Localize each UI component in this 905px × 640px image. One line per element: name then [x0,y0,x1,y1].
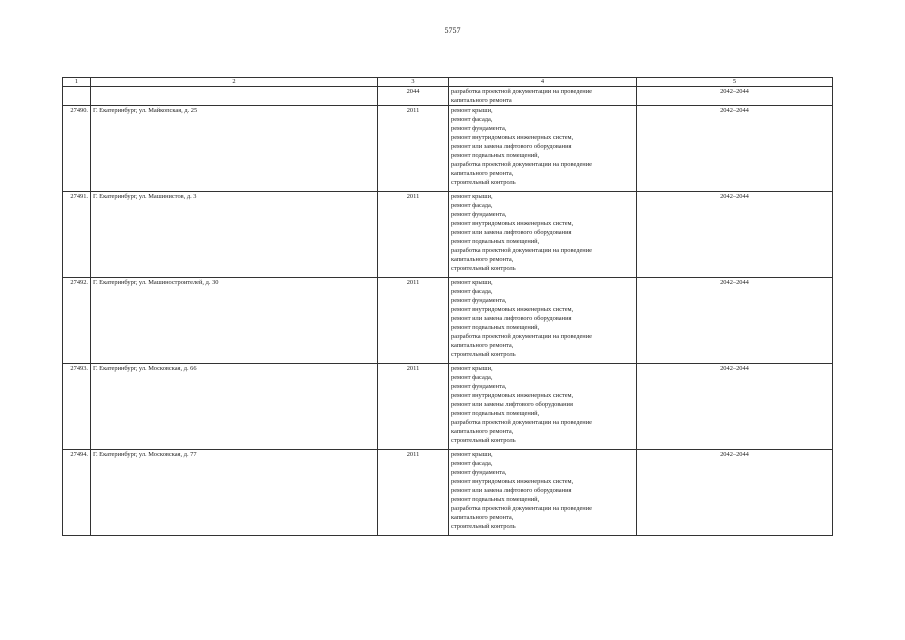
work-item: ремонт подвальных помещений, [451,496,540,503]
work-item: ремонт крыши, [451,107,493,114]
row-works [449,278,637,364]
work-item: ремонт фасада, [451,202,493,209]
work-item: ремонт крыши, [451,451,493,458]
work-item: строительный контроль [451,523,516,530]
work-item: ремонт подвальных помещений, [451,324,540,331]
work-item: ремонт фасада, [451,288,493,295]
work-item: ремонт фасада, [451,374,493,381]
row-year: 2044 [378,87,449,106]
registry-table [62,77,833,536]
row-works [449,450,637,536]
work-item: ремонт фундамента, [451,297,507,304]
work-item: ремонт фасада, [451,116,493,123]
row-number: 27491. [63,192,91,278]
table-row [63,450,833,536]
work-item: ремонт внутридомовых инженерных систем, [451,220,574,227]
work-item: строительный контроль [451,265,516,272]
work-item: строительный контроль [451,179,516,186]
row-number: 27494. [63,450,91,536]
work-item: ремонт фасада, [451,460,493,467]
work-item: разработка проектной документации на проведение [451,419,592,426]
work-item: разработка проектной документации на проведение [451,161,592,168]
work-item: капитального ремонта, [451,256,514,263]
header-col-4: 4 [449,78,637,87]
row-period: 2042–2044 [637,450,833,536]
work-item: ремонт или замена лифтового оборудования [451,487,572,494]
work-item: ремонт внутридомовых инженерных систем, [451,306,574,313]
work-item: ремонт фундамента, [451,211,507,218]
row-year: 2011 [378,364,449,450]
header-col-2: 2 [91,78,378,87]
row-period: 2042–2044 [637,278,833,364]
row-year: 2011 [378,106,449,192]
work-item: ремонт подвальных помещений, [451,238,540,245]
row-address: Г. Екатеринбург, ул. Майкопская, д. 25 [91,106,378,192]
header-row [63,78,833,87]
work-item: ремонт или замена лифтового оборудования [451,315,572,322]
work-item: ремонт крыши, [451,193,493,200]
work-item: строительный контроль [451,437,516,444]
continuation-row [63,87,833,106]
row-address: Г. Екатеринбург, ул. Машинистов, д. 3 [91,192,378,278]
row-period: 2042–2044 [637,364,833,450]
row-works [449,106,637,192]
table-row [63,278,833,364]
row-year: 2011 [378,278,449,364]
row-number: 27490. [63,106,91,192]
row-number: 27493. [63,364,91,450]
work-item: разработка проектной документации на проведение [451,88,592,95]
row-year: 2011 [378,450,449,536]
table-row [63,364,833,450]
row-address: Г. Екатеринбург, ул. Московская, д. 66 [91,364,378,450]
header-col-5: 5 [637,78,833,87]
row-period: 2042–2044 [637,106,833,192]
row-works [449,192,637,278]
row-works [449,87,637,106]
work-item: разработка проектной документации на проведение [451,333,592,340]
work-item: ремонт или замена лифтового оборудования [451,143,572,150]
table-body [63,87,833,536]
table-row [63,106,833,192]
row-period: 2042–2044 [637,87,833,106]
work-item: ремонт внутридомовых инженерных систем, [451,478,574,485]
work-item: строительный контроль [451,351,516,358]
work-item: капитального ремонта [451,97,512,104]
header-col-1: 1 [63,78,91,87]
header-col-3: 3 [378,78,449,87]
row-period: 2042–2044 [637,192,833,278]
work-item: капитального ремонта, [451,514,514,521]
row-address [91,87,378,106]
row-number [63,87,91,106]
work-item: ремонт подвальных помещений, [451,410,540,417]
work-item: ремонт крыши, [451,365,493,372]
row-address: Г. Екатеринбург, ул. Московская, д. 77 [91,450,378,536]
work-item: ремонт внутридомовых инженерных систем, [451,392,574,399]
work-item: разработка проектной документации на проведение [451,247,592,254]
table-header [63,78,833,87]
work-item: ремонт крыши, [451,279,493,286]
work-item: ремонт внутридомовых инженерных систем, [451,134,574,141]
row-works [449,364,637,450]
row-address: Г. Екатеринбург, ул. Машиностроителей, д. 30 [91,278,378,364]
row-number: 27492. [63,278,91,364]
table-row [63,192,833,278]
work-item: ремонт или замены лифтового оборудования [451,401,573,408]
work-item: капитального ремонта, [451,428,514,435]
work-item: разработка проектной документации на проведение [451,505,592,512]
work-item: капитального ремонта, [451,342,514,349]
work-item: ремонт подвальных помещений, [451,152,540,159]
work-item: капитального ремонта, [451,170,514,177]
work-item: ремонт фундамента, [451,125,507,132]
work-item: ремонт или замена лифтового оборудования [451,229,572,236]
page-number: 5757 [444,26,461,35]
work-item: ремонт фундамента, [451,469,507,476]
row-year: 2011 [378,192,449,278]
work-item: ремонт фундамента, [451,383,507,390]
